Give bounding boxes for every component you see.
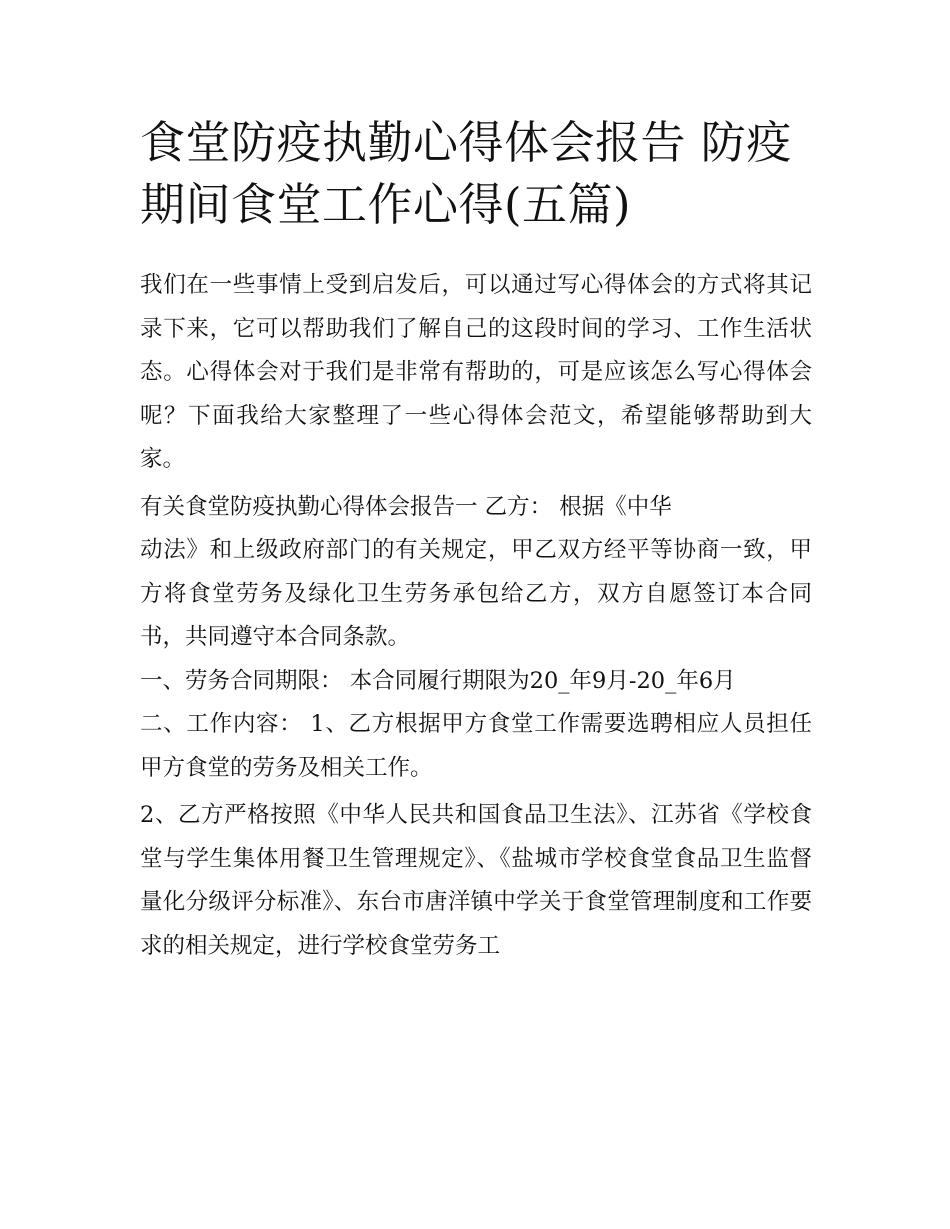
intro-paragraph: 我们在一些事情上受到启发后，可以通过写心得体会的方式将其记录下来，它可以帮助我们了解自己的这段时间的学习、工作生活状态。心得体会对于我们是非常有帮助的，可是应该怎么写心得体会呢？下面我给大家整理了一些心得体会范文，希望能够帮助到大家。 <box>140 272 812 472</box>
document-title: 食堂防疫执勤心得体会报告 防疫期间食堂工作心得(五篇) <box>140 116 792 231</box>
document-page <box>140 112 812 968</box>
contract-term-paragraph: 一、劳务合同期限： 本合同履行期限为20_年9月-20_年6月 <box>140 667 736 694</box>
section-heading-paragraph: 有关食堂防疫执勤心得体会报告一 乙方： 根据《中华 <box>140 493 672 520</box>
contract-basis-paragraph: 动法》和上级政府部门的有关规定，甲乙双方经平等协商一致，甲方将食堂劳务及绿化卫生劳务承包给乙方，双方自愿签订本合同书，共同遵守本合同条款。 <box>140 537 812 650</box>
work-content-paragraph: 二、工作内容： 1、乙方根据甲方食堂工作需要选聘相应人员担任甲方食堂的劳务及相关工作。 <box>140 711 812 781</box>
regulations-paragraph: 2、乙方严格按照《中华人民共和国食品卫生法》、江苏省《学校食堂与学生集体用餐卫生管理规定》、《盐城市学校食堂食品卫生监督量化分级评分标准》、东台市唐洋镇中学关于食堂管理制度和工作要求的相关规定，进行学校食堂劳务工 <box>140 802 812 959</box>
